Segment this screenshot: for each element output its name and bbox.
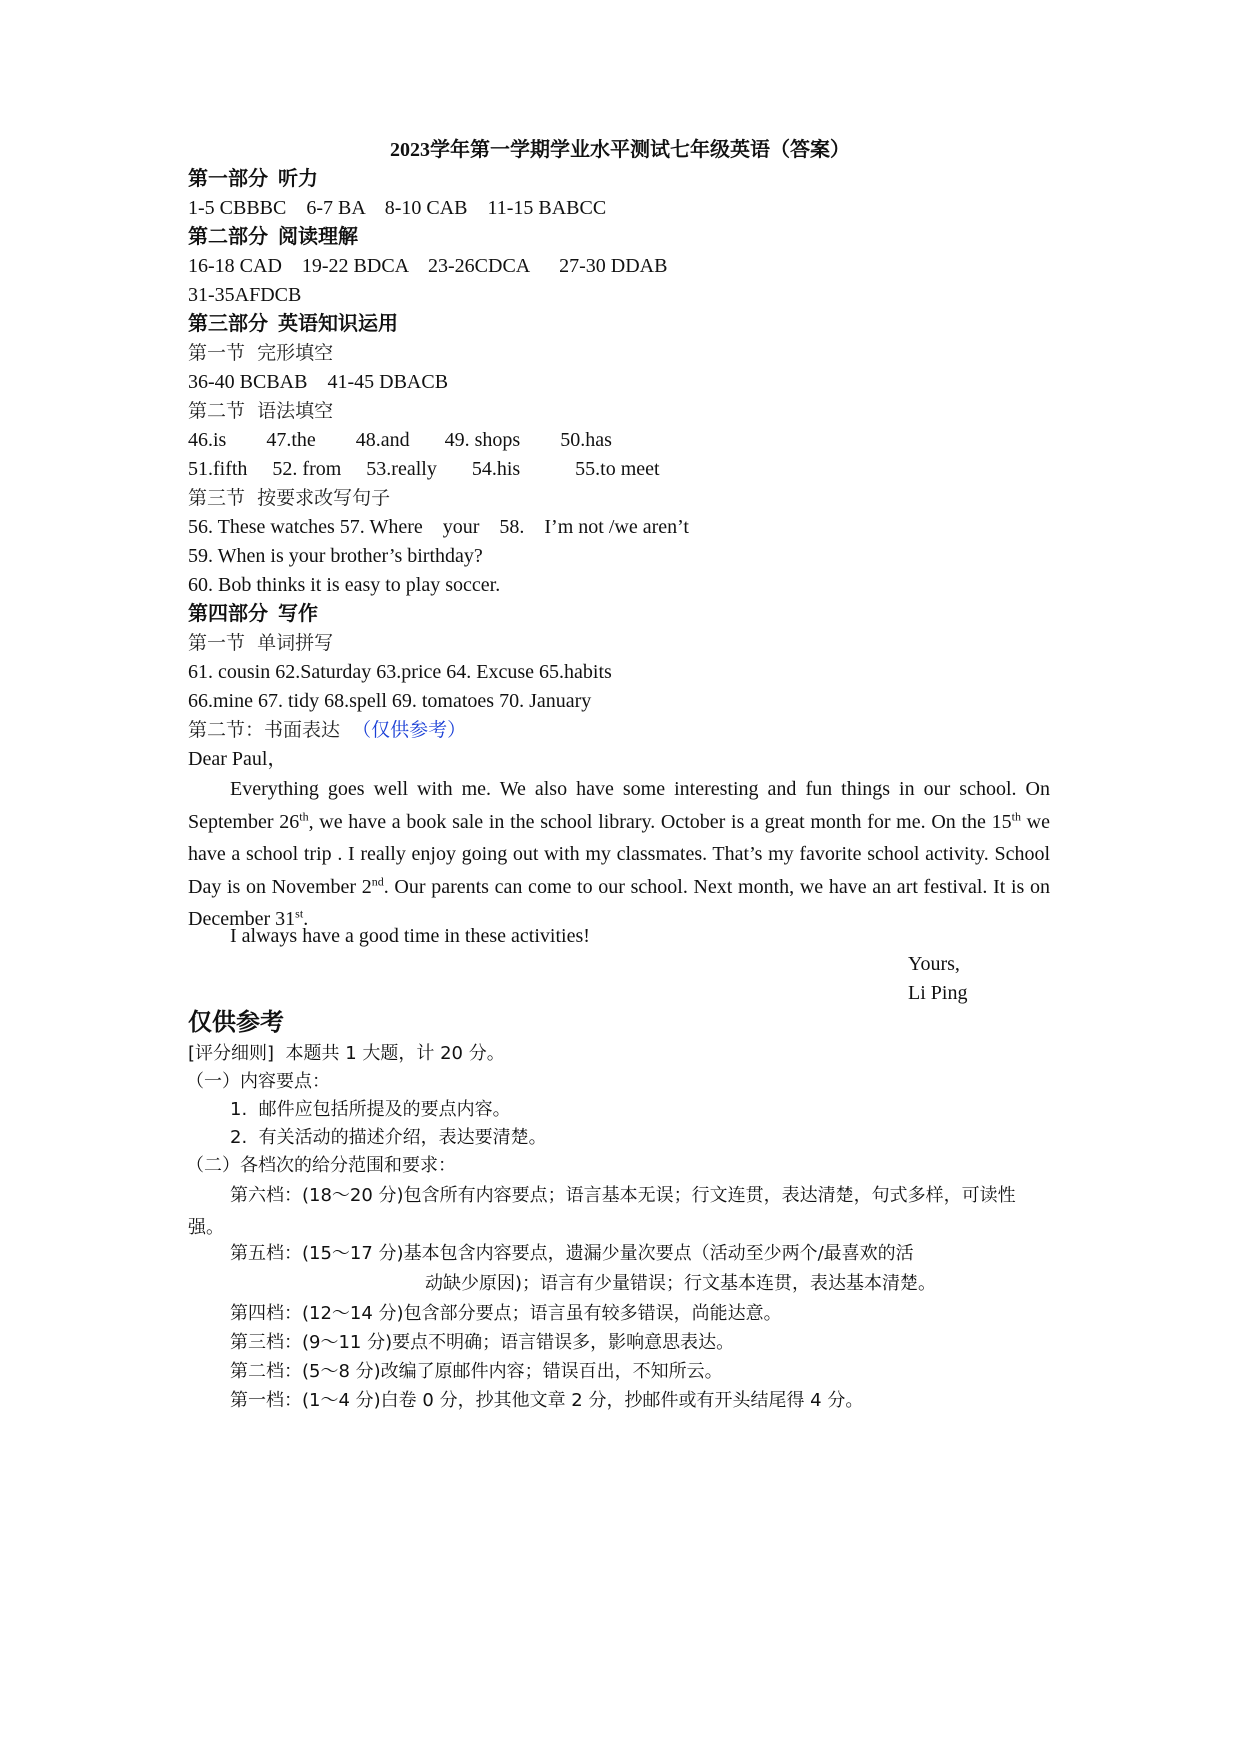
content-point-1: 1. 邮件应包括所提及的要点内容。 bbox=[230, 1099, 511, 1120]
letter-text: . Our parents can come to our school. Next month, we have an art festival. It is on December 31 bbox=[188, 875, 1050, 930]
score-level-4: 第四档：(12～14 分)包含部分要点；语言虽有较多错误，尚能达意。 bbox=[230, 1303, 782, 1324]
letter-text: Everything goes well with me. We also have some interesting and fun things in our school. On September 26 bbox=[188, 778, 1050, 833]
content-points-heading: （一）内容要点： bbox=[186, 1071, 330, 1092]
ordinal-suffix: st bbox=[295, 906, 304, 921]
ordinal-suffix: nd bbox=[371, 873, 384, 888]
score-level-5-line1: 第五档：(15～17 分)基本包含内容要点，遗漏少量次要点（活动至少两个/最喜欢的活 bbox=[230, 1243, 914, 1264]
score-levels-heading: （二）各档次的给分范围和要求： bbox=[186, 1155, 456, 1176]
score-level-2: 第二档：(5～8 分)改编了原邮件内容；错误百出，不知所云。 bbox=[230, 1361, 723, 1382]
letter-text: . bbox=[303, 908, 309, 930]
letter-text: we have a school trip . I really enjoy going out with my classmates. That’s my favorite school activity. School Day is on November 2 bbox=[188, 810, 1050, 898]
part4-section2-heading-row bbox=[188, 716, 466, 744]
part3-section3-line3: 60. Bob thinks it is easy to play soccer. bbox=[188, 574, 501, 596]
letter-greeting: Dear Paul， bbox=[188, 748, 288, 770]
content-point-2: 2. 有关活动的描述介绍，表达要清楚。 bbox=[230, 1127, 547, 1148]
letter-paragraph-2: I always have a good time in these activities! bbox=[230, 925, 590, 947]
part3-section1-answers: 36-40 BCBAB 41-45 DBACB bbox=[188, 371, 449, 393]
part2-heading: 第二部分 阅读理解 bbox=[188, 226, 358, 248]
reference-title: 仅供参考 bbox=[188, 1008, 284, 1036]
letter-paragraph-1 bbox=[188, 773, 1050, 936]
part3-section3-line2: 59. When is your brother’s birthday? bbox=[188, 545, 483, 567]
part3-section2-line2: 51.fifth 52. from 53.really 54.his 55.to meet bbox=[188, 458, 660, 480]
score-level-6: 第六档：(18～20 分)包含所有内容要点；语言基本无误；行文连贯，表达清楚，句式多样，可读性强。 bbox=[188, 1185, 1016, 1238]
part4-section2-heading: 第二节：书面表达 bbox=[188, 719, 353, 741]
letter-text: , we have a book sale in the school library. October is a great month for me. On the 15 bbox=[308, 810, 1012, 833]
part4-section1-heading: 第一节 单词拼写 bbox=[188, 632, 334, 654]
part1-heading: 第一部分 听力 bbox=[188, 168, 318, 190]
ordinal-suffix: th bbox=[299, 808, 309, 823]
score-level-3: 第三档：(9～11 分)要点不明确；语言错误多，影响意思表达。 bbox=[230, 1332, 735, 1353]
score-level-1: 第一档：(1～4 分)白卷 0 分，抄其他文章 2 分，抄邮件或有开头结尾得 4 分。 bbox=[230, 1390, 864, 1411]
part3-heading: 第三部分 英语知识运用 bbox=[188, 313, 398, 335]
rubric-heading: [评分细则] 本题共 1 大题，计 20 分。 bbox=[188, 1043, 505, 1064]
part3-section2-heading: 第二节 语法填空 bbox=[188, 400, 334, 422]
part1-answers: 1-5 CBBBC 6-7 BA 8-10 CAB 11-15 BABCC bbox=[188, 197, 607, 219]
part3-section1-heading: 第一节 完形填空 bbox=[188, 342, 334, 364]
page-title: 2023学年第一学期学业水平测试七年级英语（答案） bbox=[390, 139, 850, 161]
letter-closing: Yours, bbox=[908, 953, 960, 975]
part2-answers-line1: 16-18 CAD 19-22 BDCA 23-26CDCA 27-30 DDAB bbox=[188, 255, 668, 277]
part3-section3-heading: 第三节 按要求改写句子 bbox=[188, 487, 391, 509]
letter-signature: Li Ping bbox=[908, 982, 968, 1004]
ordinal-suffix: th bbox=[1011, 808, 1021, 823]
part3-section3-line1: 56. These watches 57. Where your 58. I’m not /we aren’t bbox=[188, 516, 689, 538]
score-level-5-line2: 动缺少原因)；语言有少量错误；行文基本连贯，表达基本清楚。 bbox=[425, 1273, 937, 1294]
part2-answers-line2: 31-35AFDCB bbox=[188, 284, 302, 306]
part4-section1-line1: 61. cousin 62.Saturday 63.price 64. Excuse 65.habits bbox=[188, 661, 612, 683]
part3-section2-line1: 46.is 47.the 48.and 49. shops 50.has bbox=[188, 429, 612, 451]
part4-heading: 第四部分 写作 bbox=[188, 603, 318, 625]
reference-only-note: （仅供参考） bbox=[352, 719, 467, 741]
part4-section1-line2: 66.mine 67. tidy 68.spell 69. tomatoes 70. January bbox=[188, 690, 592, 712]
